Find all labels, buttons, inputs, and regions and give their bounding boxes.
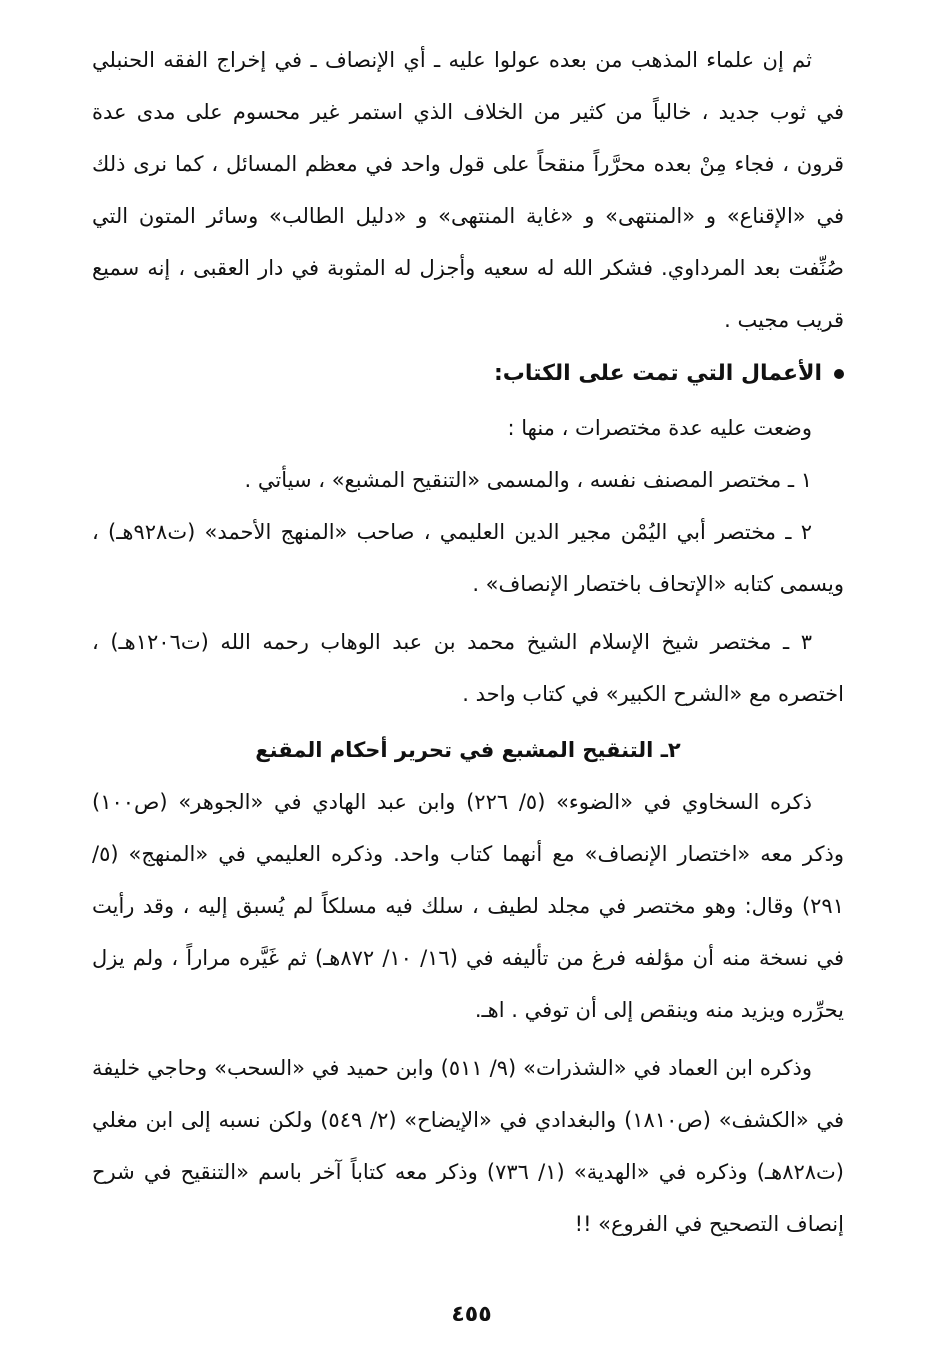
bullet-icon	[834, 369, 844, 379]
tanqih-paragraph-1: ذكره السخاوي في «الضوء» (٥/ ٢٢٦) وابن عبد الهادي في «الجوهر» (ص١٠٠) وذكر معه «اختصار الإنصاف» مع أنهما كتاب واحد. وذكره العليمي في «المنهج» (٥/ ٢٩١) وقال: وهو مختصر في مجلد لطيف ، سلك فيه مسلكاً لم يُسبق إليه ، وقد رأيت في نسخة منه أن مؤلفه فرغ من تأليفه في (١٦/ ١٠/ ٨٧٢هـ) ثم غَيَّره مراراً ، ولم يزل يحرِّره ويزيد منه وينقص إلى أن توفي . اهـ.	[92, 790, 844, 1022]
section-heading-works-label: الأعمال التي تمت على الكتاب:	[493, 361, 822, 386]
intro-paragraph: ثم إن علماء المذهب من بعده عولوا عليه ـ أي الإنصاف ـ في إخراج الفقه الحنبلي في ثوب جديد ، خالياً من كثير من الخلاف الذي استمر غير محسوم على مدى عدة قرون ، فجاء مِنْ بعده محرَّراً منقحاً على قول واحد في معظم المسائل ، كما نرى ذلك في «الإقناع» و «المنتهى» و «غاية المنتهى» و «دليل الطالب» وسائر المتون التي صُنِّفت بعد المرداوي. فشكر الله له سعيه وأجزل له المثوبة في دار العقبى ، إنه سميع قريب مجيب .	[92, 48, 844, 332]
section-heading-tanqih: ٢ـ التنقيح المشبع في تحرير أحكام المقنع	[255, 738, 681, 762]
page-number: ٤٥٥	[451, 1302, 492, 1327]
list-item-2: ٢ ـ مختصر أبي اليُمْن مجير الدين العليمي ، صاحب «المنهج الأحمد» (ت٩٢٨هـ) ، ويسمى كتابه «الإتحاف باختصار الإنصاف» .	[92, 520, 844, 596]
abridgements-intro: وضعت عليه عدة مختصرات ، منها :	[507, 416, 812, 440]
list-item-1: ١ ـ مختصر المصنف نفسه ، والمسمى «التنقيح المشبع» ، سيأتي .	[244, 468, 812, 492]
tanqih-paragraph-2: وذكره ابن العماد في «الشذرات» (٩/ ٥١١) وابن حميد في «السحب» وحاجي خليفة في «الكشف» (ص١٨١٠) والبغدادي في «الإيضاح» (٢/ ٥٤٩) ولكن نسبه إلى ابن مغلي (ت٨٢٨هـ) وذكره في «الهدية» (١/ ٧٣٦) وذكر معه كتاباً آخر باسم «التنقيح في شرح إنصاف التصحيح في الفروع» !!	[92, 1056, 844, 1236]
page-body	[92, 34, 844, 1250]
section-heading-works	[92, 346, 844, 402]
list-item-3: ٣ ـ مختصر شيخ الإسلام الشيخ محمد بن عبد الوهاب رحمه الله (ت١٢٠٦هـ) ، اختصره مع «الشرح الكبير» في كتاب واحد .	[92, 630, 844, 706]
